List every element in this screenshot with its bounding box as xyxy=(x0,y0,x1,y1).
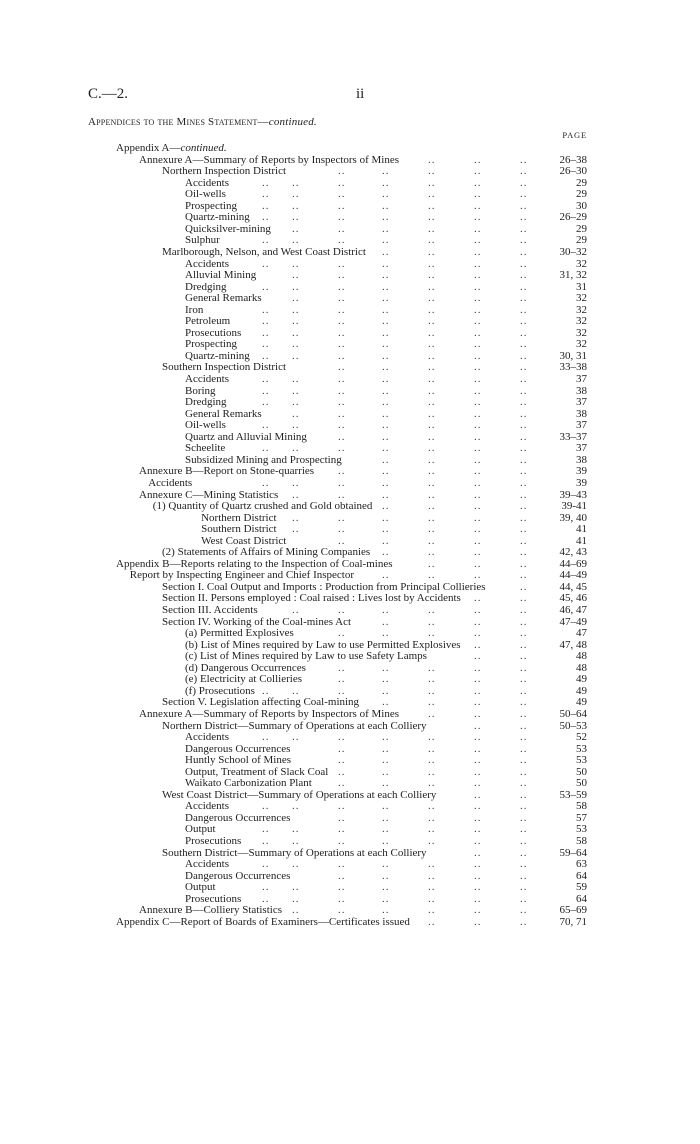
toc-entry-label: Section IV. Working of the Coal-mines Act xyxy=(162,615,352,628)
leader-dots: .. .. .. .. .. .. .. xyxy=(262,835,528,847)
toc-entry-page: 37 xyxy=(576,442,587,455)
leader-dots: .. .. .. .. .. xyxy=(338,627,528,640)
toc-entry-label: Southern District xyxy=(201,523,277,536)
toc-entry-label: Appendix C—Report of Boards of Examiners—Certificates issued xyxy=(116,915,410,928)
toc-entry xyxy=(0,766,700,778)
toc-entry-label: Appendix B—Reports relating to the Inspection of Coal-mines xyxy=(116,557,393,570)
toc-entry-label: Annexure A—Summary of Reports by Inspectors of Mines xyxy=(139,707,399,720)
leader-dots: .. .. .. .. .. xyxy=(338,361,528,374)
toc-entry-label: Annexure B—Report on Stone-quarries xyxy=(139,465,315,478)
toc-entry xyxy=(0,396,700,408)
leader-dots: .. .. .. .. .. .. xyxy=(292,222,528,235)
leader-dots: .. .. .. .. .. .. .. xyxy=(262,892,528,905)
toc-entry-label: Annexure B—Colliery Statistics xyxy=(139,904,282,917)
toc-entry-label: Section III. Accidents xyxy=(162,604,258,616)
toc-entry-page: 38 xyxy=(576,384,587,397)
toc-entry xyxy=(0,234,700,246)
toc-entry xyxy=(0,154,700,166)
leader-dots: .. .. .. .. .. .. .. xyxy=(262,349,528,362)
toc-entry xyxy=(0,916,700,928)
toc-entry xyxy=(0,546,700,558)
toc-entry xyxy=(0,731,700,743)
leader-dots: .. .. .. xyxy=(428,707,528,720)
toc-entry-page: 32 xyxy=(576,257,587,270)
toc-entry-label: Northern Inspection District xyxy=(162,165,287,178)
toc-entry xyxy=(0,442,700,454)
toc-entry-page: 29 xyxy=(576,188,587,201)
toc-entry-page: 49 xyxy=(576,673,587,686)
toc-entry xyxy=(0,743,700,755)
toc-entry-label: Northern District—Summary of Operations at each Colliery xyxy=(162,719,427,732)
toc-entry-page: 52 xyxy=(576,731,587,744)
toc-entry-label: (d) Dangerous Occurrences xyxy=(185,661,306,674)
toc-entry-page: 44, 45 xyxy=(559,580,587,593)
leader-dots: .. .. xyxy=(474,638,528,651)
toc-entry-page: 37 xyxy=(576,419,587,432)
leader-dots: .. .. .. .. .. .. xyxy=(292,523,528,536)
leader-dots: .. .. .. .. .. .. .. xyxy=(262,280,528,293)
toc-entry-page: 47–49 xyxy=(559,615,587,628)
toc-entry-label: Sulphur xyxy=(185,234,220,247)
toc-entry-label: Section II. Persons employed : Coal raised : Lives lost by Accidents xyxy=(162,592,461,605)
leader-dots: .. .. .. .. .. .. .. xyxy=(262,373,528,385)
toc-entry-label: Section I. Coal Output and Imports : Production from Principal Collieries xyxy=(162,580,486,593)
toc-entry-label: Output xyxy=(185,823,216,836)
toc-entry-label: Boring xyxy=(185,384,216,397)
toc-entry-label: Accidents xyxy=(185,176,229,189)
leader-dots: .. .. .. .. xyxy=(382,615,528,628)
toc-entry-page: 45, 46 xyxy=(559,592,587,605)
toc-entry xyxy=(0,408,700,420)
toc-entry-label: Huntly School of Mines xyxy=(185,754,292,767)
leader-dots: .. .. .. xyxy=(428,915,528,928)
toc-entry-page: 37 xyxy=(576,373,587,385)
toc-entry xyxy=(0,673,700,685)
toc-entry-page: 57 xyxy=(576,811,587,824)
toc-entry xyxy=(0,419,700,431)
toc-entry xyxy=(0,465,700,477)
leader-dots: .. .. .. .. .. .. .. xyxy=(262,858,528,871)
toc-entry-label: General Remarks xyxy=(185,292,262,305)
leader-dots: .. .. .. xyxy=(428,153,528,166)
toc-entry-label: (e) Electricity at Collieries xyxy=(185,673,302,686)
toc-entry-label: Section V. Legislation affecting Coal-mining xyxy=(162,696,360,709)
leader-dots: .. .. .. .. .. .. .. xyxy=(262,442,528,455)
toc-entry-page: 65–69 xyxy=(559,904,587,917)
toc-entry-label: Prosecutions xyxy=(185,892,242,905)
leader-dots: .. .. .. .. .. .. xyxy=(292,269,528,282)
toc-entry-label: Southern Inspection District xyxy=(162,361,287,374)
toc-entry xyxy=(0,373,700,385)
toc-entry-label: Report by Inspecting Engineer and Chief Inspector xyxy=(129,569,355,582)
toc-entry-page: 64 xyxy=(576,892,587,905)
leader-dots: .. .. .. xyxy=(428,557,528,570)
toc-entry-label: Quartz-mining xyxy=(185,349,250,362)
toc-entry xyxy=(0,569,700,581)
toc-entry xyxy=(0,512,700,524)
toc-entry-page: 30, 31 xyxy=(559,349,587,362)
toc-entry-page: 26–30 xyxy=(559,165,587,178)
toc-entry-page: 70, 71 xyxy=(559,915,587,928)
leader-dots: .. .. .. .. .. .. .. xyxy=(262,731,528,744)
toc-entry-page: 53 xyxy=(576,823,587,836)
toc-entry xyxy=(0,893,700,905)
toc-entry-page: 50 xyxy=(576,765,587,778)
toc-entry xyxy=(0,361,700,373)
leader-dots: .. .. .. .. .. .. .. xyxy=(262,419,528,432)
toc-entry-page: 53–59 xyxy=(559,788,587,801)
leader-dots: .. .. .. .. xyxy=(382,245,528,258)
toc-entry xyxy=(0,385,700,397)
toc-entry-page: 47 xyxy=(576,627,587,640)
toc-entry xyxy=(0,535,700,547)
toc-entry xyxy=(0,338,700,350)
toc-entry xyxy=(0,327,700,339)
leader-dots: .. .. xyxy=(474,592,528,605)
toc-entry xyxy=(0,500,700,512)
toc-entry-label: Dangerous Occurrences xyxy=(185,742,291,755)
toc-entry-page: 29 xyxy=(576,176,587,189)
leader-dots: .. .. .. .. .. .. .. xyxy=(262,176,528,189)
leader-dots: .. .. .. .. .. .. .. xyxy=(262,199,528,212)
toc-entry-page: 26–38 xyxy=(559,153,587,166)
toc-entry-page: 39–43 xyxy=(559,488,587,501)
toc-entry xyxy=(0,211,700,223)
toc-entry xyxy=(0,454,700,466)
leader-dots: .. .. .. .. .. .. .. xyxy=(262,257,528,270)
toc-entry-page: 32 xyxy=(576,326,587,339)
leader-dots: .. .. .. .. .. .. .. xyxy=(262,881,528,894)
toc-entry-label: Northern District xyxy=(201,511,277,524)
toc-entry xyxy=(0,592,700,604)
toc-entry-label: Prosecutions xyxy=(185,326,242,339)
toc-entry-label: Scheelite xyxy=(185,442,226,455)
leader-dots: .. .. .. .. .. .. .. xyxy=(262,338,528,351)
toc-entry xyxy=(0,627,700,639)
toc-entry xyxy=(0,200,700,212)
toc-entry-page: 38 xyxy=(576,453,587,466)
toc-entry xyxy=(0,292,700,304)
leader-dots: .. .. .. .. .. .. .. xyxy=(262,823,528,836)
toc-entry xyxy=(0,304,700,316)
toc-entry xyxy=(0,269,700,281)
leader-dots: .. .. .. .. .. xyxy=(338,742,528,755)
section-heading: Appendices to the Mines Statement—continued. xyxy=(88,116,317,128)
toc-entry-page: 49 xyxy=(576,684,587,697)
toc-entry-page: 53 xyxy=(576,742,587,755)
toc-entry-page: 38 xyxy=(576,407,587,420)
toc-entry-label: Accidents xyxy=(148,476,193,489)
leader-dots: .. .. xyxy=(474,719,528,732)
leader-dots: .. .. .. .. .. .. .. xyxy=(262,800,528,813)
leader-dots: .. .. .. .. xyxy=(382,546,528,559)
toc-entry-label: Petroleum xyxy=(185,315,231,328)
toc-entry-label: Prospecting xyxy=(185,199,237,212)
toc-entry xyxy=(0,650,700,662)
toc-entry-label: Subsidized Mining and Prospecting xyxy=(185,453,342,466)
toc-entry xyxy=(0,858,700,870)
toc-entry-label: (a) Permitted Explosives xyxy=(185,627,294,640)
page-column-label: PAGE xyxy=(562,130,587,140)
leader-dots: .. .. .. .. .. .. .. xyxy=(262,303,528,316)
toc-entry-label: Output xyxy=(185,881,216,894)
toc-entry xyxy=(0,812,700,824)
leader-dots: .. .. .. .. xyxy=(382,696,528,709)
leader-dots: .. .. .. .. xyxy=(382,569,528,582)
toc-entry xyxy=(0,489,700,501)
toc-entry-page: 39 xyxy=(576,476,587,489)
leader-dots: .. .. .. .. .. .. .. xyxy=(262,315,528,328)
leader-dots: .. .. .. .. .. xyxy=(338,754,528,767)
toc-entry xyxy=(0,835,700,847)
toc-entry xyxy=(0,881,700,893)
toc-entry-page: 32 xyxy=(576,338,587,351)
toc-entry-label: Accidents xyxy=(185,800,229,813)
heading-title: Appendices to the Mines Statement xyxy=(88,116,258,128)
leader-dots: .. .. .. .. .. xyxy=(338,430,528,443)
toc-entry-label: Dredging xyxy=(185,280,227,293)
toc-entry-label: Accidents xyxy=(185,257,229,270)
toc-entry xyxy=(0,720,700,732)
toc-entry-label: (b) List of Mines required by Law to use Permitted Explosives xyxy=(185,638,461,651)
toc-entry-label: Waikato Carbonization Plant xyxy=(185,777,312,790)
page-number: ii xyxy=(356,86,365,102)
toc-entry-label: Alluvial Mining xyxy=(185,269,257,282)
toc-entry-label: Quartz and Alluvial Mining xyxy=(185,430,307,443)
toc-entry-label: (f) Prosecutions xyxy=(185,684,255,697)
leader-dots: .. .. .. .. .. .. xyxy=(292,511,528,524)
leader-dots: .. .. .. .. .. xyxy=(338,534,528,547)
toc-entry xyxy=(0,685,700,697)
toc-entry-page: 50–64 xyxy=(559,707,587,720)
leader-dots: .. .. xyxy=(474,846,528,859)
leader-dots: .. .. .. .. xyxy=(382,500,528,513)
toc-entry-page: 30–32 xyxy=(559,245,587,258)
toc-entry-label: Dangerous Occurrences xyxy=(185,811,291,824)
toc-entry-page: 46, 47 xyxy=(559,604,587,616)
toc-entry xyxy=(0,165,700,177)
heading-suffix: continued. xyxy=(268,116,317,128)
toc-entry xyxy=(0,708,700,720)
toc-entry-label: General Remarks xyxy=(185,407,262,420)
toc-entry-label: Prosecutions xyxy=(185,835,242,847)
toc-entry-label: Marlborough, Nelson, and West Coast District xyxy=(162,245,366,258)
leader-dots: .. .. xyxy=(474,650,528,663)
toc-entry-page: 31, 32 xyxy=(559,269,587,282)
leader-dots: .. .. .. .. .. .. .. xyxy=(262,476,528,489)
toc-entry xyxy=(0,223,700,235)
toc-entry-page: 32 xyxy=(576,303,587,316)
toc-entry xyxy=(0,558,700,570)
toc-entry-label: Output, Treatment of Slack Coal xyxy=(185,765,329,778)
toc-entry-page: 39 xyxy=(576,465,587,478)
toc-entry xyxy=(0,777,700,789)
toc-entry-page: 58 xyxy=(576,800,587,813)
toc-entry-label: Annexure C—Mining Statistics xyxy=(139,488,279,501)
leader-dots: .. .. .. .. .. xyxy=(338,777,528,790)
toc-entry-label: Quartz-mining xyxy=(185,211,250,224)
toc-entry-page: 42, 43 xyxy=(559,546,587,559)
toc-entry-italic: continued. xyxy=(180,142,227,154)
leader-dots: .. .. .. .. .. .. .. xyxy=(262,384,528,397)
leader-dots: .. .. .. .. .. .. xyxy=(292,488,528,501)
toc-entry xyxy=(0,177,700,189)
toc-entry xyxy=(0,696,700,708)
toc-entry-label: Accidents xyxy=(185,373,229,385)
toc-entry-page: 41 xyxy=(576,534,587,547)
leader-dots: .. .. .. .. .. .. .. xyxy=(262,188,528,201)
toc-entry-label: Prospecting xyxy=(185,338,237,351)
toc-entry-label: Oil-wells xyxy=(185,188,226,201)
leader-dots: .. .. .. .. .. xyxy=(338,811,528,824)
leader-dots: .. .. .. .. .. xyxy=(338,661,528,674)
toc-entry-page: 49 xyxy=(576,696,587,709)
toc-entry-label: (2) Statements of Affairs of Mining Companies xyxy=(162,546,371,559)
toc-entry xyxy=(0,662,700,674)
leader-dots: .. .. .. .. .. .. .. xyxy=(262,211,528,224)
toc-entry xyxy=(0,581,700,593)
toc-entry xyxy=(0,188,700,200)
toc-entry-page: 33–38 xyxy=(559,361,587,374)
toc-entry-page: 47, 48 xyxy=(559,638,587,651)
toc-entry-page: 31 xyxy=(576,280,587,293)
toc-entry-page: 29 xyxy=(576,222,587,235)
leader-dots: .. .. .. .. .. xyxy=(338,465,528,478)
leader-dots: .. .. .. .. .. .. xyxy=(292,292,528,305)
toc-entry-label: (1) Quantity of Quartz crushed and Gold obtained xyxy=(152,500,373,513)
toc-entry-page: 39, 40 xyxy=(559,511,587,524)
toc-entry-page: 41 xyxy=(576,523,587,536)
toc-entry-page: 48 xyxy=(576,661,587,674)
document-code: C.—2. xyxy=(88,86,129,102)
toc-entry xyxy=(0,823,700,835)
toc-entry-label: Appendix A—continued. xyxy=(116,142,227,154)
toc-entry xyxy=(0,789,700,801)
toc-entry-page: 37 xyxy=(576,396,587,409)
leader-dots: .. .. .. .. .. .. .. xyxy=(262,684,528,697)
leader-dots: .. xyxy=(520,580,528,593)
toc-entry xyxy=(0,350,700,362)
toc-entry xyxy=(0,281,700,293)
toc-entry xyxy=(0,477,700,489)
toc-entry-page: 58 xyxy=(576,835,587,847)
leader-dots: .. .. .. .. .. .. .. xyxy=(262,234,528,247)
toc-entry-label: Oil-wells xyxy=(185,419,226,432)
leader-dots: .. .. .. .. .. xyxy=(338,673,528,686)
toc-entry-page: 32 xyxy=(576,292,587,305)
toc-entry-label: West Coast District xyxy=(201,534,287,547)
leader-dots: .. .. .. .. .. .. .. xyxy=(262,396,528,409)
toc-entry-page: 64 xyxy=(576,869,587,882)
toc-entry xyxy=(0,904,700,916)
toc-entry-label: Quicksilver-mining xyxy=(185,222,271,235)
toc-entry xyxy=(0,754,700,766)
toc-entry-page: 59 xyxy=(576,881,587,894)
toc-entry xyxy=(0,258,700,270)
leader-dots: .. .. .. .. .. xyxy=(338,869,528,882)
toc-entry xyxy=(0,800,700,812)
leader-dots: .. .. .. .. .. xyxy=(338,165,528,178)
toc-entry-label: Accidents xyxy=(185,731,229,744)
toc-entry xyxy=(0,604,700,616)
toc-entry-label: West Coast District—Summary of Operations at each Colliery xyxy=(162,788,437,801)
toc-entry-label: Dangerous Occurrences xyxy=(185,869,291,882)
toc-entry-label: Annexure A—Summary of Reports by Inspectors of Mines xyxy=(139,153,399,166)
toc-entry-page: 26–29 xyxy=(559,211,587,224)
toc-entry-label: (c) List of Mines required by Law to use Safety Lamps xyxy=(185,650,427,663)
toc-entry xyxy=(0,315,700,327)
leader-dots: .. .. .. .. xyxy=(382,453,528,466)
toc-entry xyxy=(0,142,700,154)
leader-dots: .. .. .. .. .. .. xyxy=(292,604,528,616)
leader-dots: .. .. xyxy=(474,788,528,801)
toc-entry xyxy=(0,431,700,443)
toc-entry-page: 44–69 xyxy=(559,557,587,570)
leader-dots: .. .. .. .. .. .. xyxy=(292,904,528,917)
toc-entry-label: Accidents xyxy=(185,858,229,871)
toc-entry-page: 32 xyxy=(576,315,587,328)
leader-dots: .. .. .. .. .. xyxy=(338,765,528,778)
toc-entry-page: 29 xyxy=(576,234,587,247)
toc-entry-page: 39-41 xyxy=(561,500,587,513)
toc-entry-page: 30 xyxy=(576,199,587,212)
leader-dots: .. .. .. .. .. .. xyxy=(292,407,528,420)
toc-entry-label: Iron xyxy=(185,303,204,316)
toc-entry xyxy=(0,523,700,535)
toc-entry-page: 50–53 xyxy=(559,719,587,732)
leader-dots: .. .. .. .. .. .. .. xyxy=(262,326,528,339)
toc-entry xyxy=(0,639,700,651)
toc-entry-label: Southern District—Summary of Operations at each Colliery xyxy=(162,846,427,859)
toc-entry xyxy=(0,616,700,628)
toc-entry xyxy=(0,246,700,258)
toc-entry-page: 48 xyxy=(576,650,587,663)
toc-entry xyxy=(0,870,700,882)
toc-entry-page: 33–37 xyxy=(559,430,587,443)
toc-entry-page: 63 xyxy=(576,858,587,871)
toc-entry-label: Dredging xyxy=(185,396,227,409)
toc-entry-page: 44–49 xyxy=(559,569,587,582)
toc-entry-page: 53 xyxy=(576,754,587,767)
toc-entry-page: 50 xyxy=(576,777,587,790)
toc-entry-page: 59–64 xyxy=(559,846,587,859)
toc-entry xyxy=(0,847,700,859)
